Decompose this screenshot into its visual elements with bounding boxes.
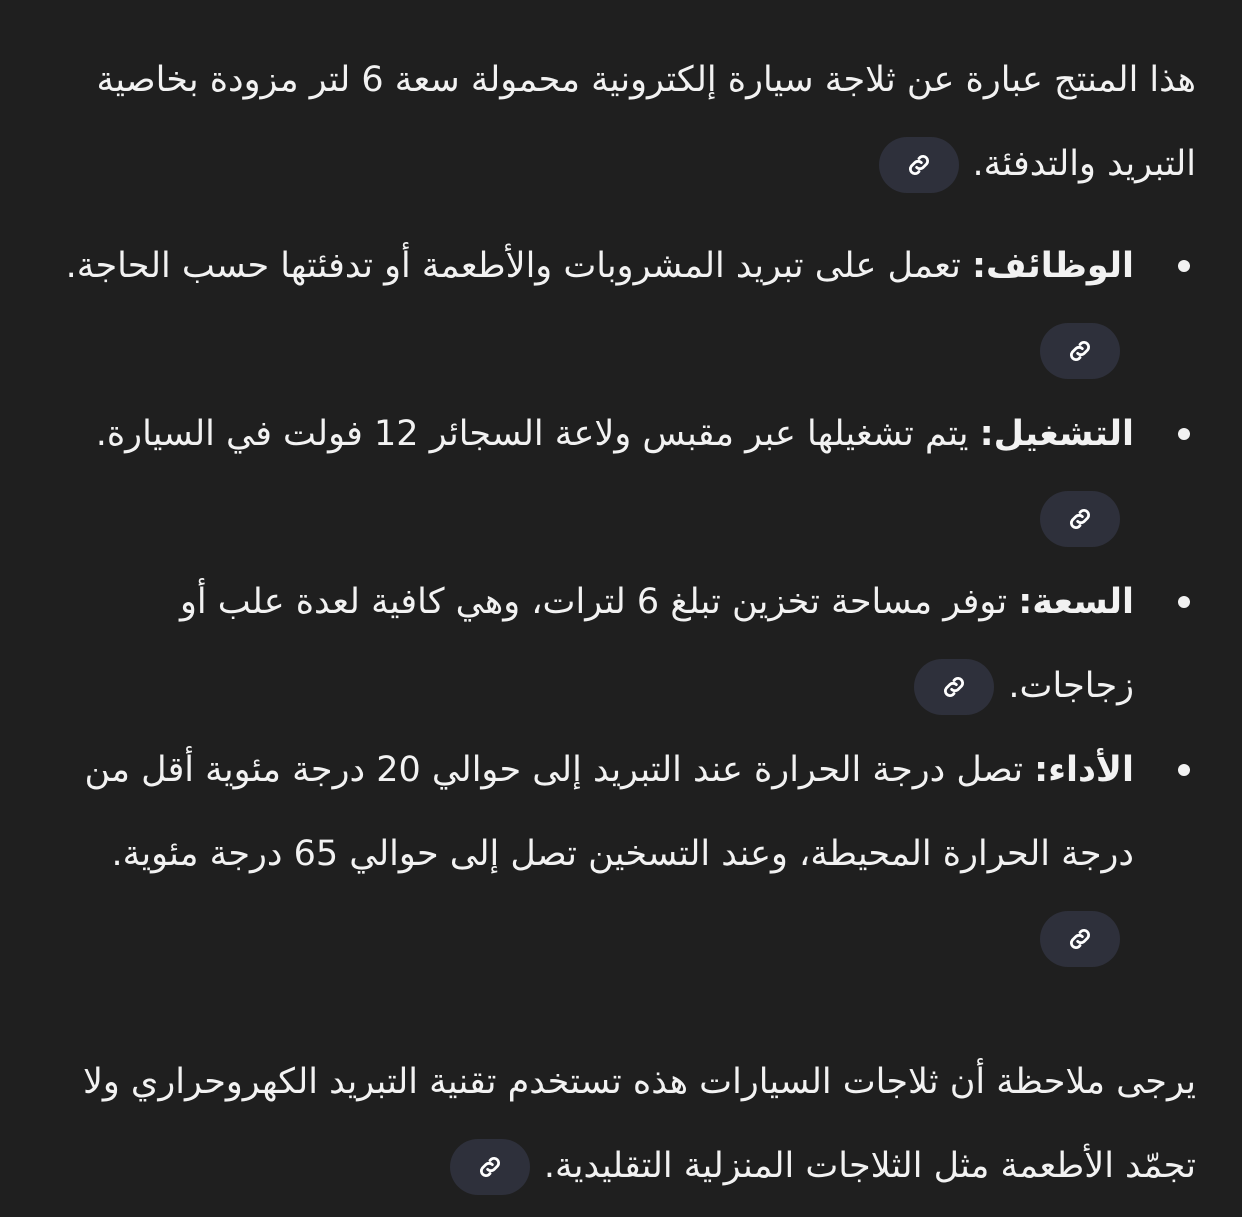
list-item: الأداء: تصل درجة الحرارة عند التبريد إلى حوالي 20 درجة مئوية أقل من درجة الحرارة المحيطة، وعند التسخين تصل إلى حوالي 65 درجة مئوية. bbox=[50, 728, 1134, 980]
intro-paragraph: هذا المنتج عبارة عن ثلاجة سيارة إلكترونية محمولة سعة 6 لتر مزودة بخاصية التبريد والتدفئة. bbox=[50, 38, 1196, 206]
source-link-button[interactable] bbox=[879, 137, 959, 193]
source-link-button[interactable] bbox=[914, 659, 994, 715]
link-icon bbox=[905, 151, 933, 179]
feature-list bbox=[50, 224, 1196, 980]
note-paragraph: يرجى ملاحظة أن ثلاجات السيارات هذه تستخدم تقنية التبريد الكهروحراري ولا تجمّد الأطعمة مثل الثلاجات المنزلية التقليدية. bbox=[50, 1040, 1196, 1208]
list-item: السعة: توفر مساحة تخزين تبلغ 6 لترات، وهي كافية لعدة علب أو زجاجات. bbox=[50, 560, 1134, 728]
source-link-button[interactable] bbox=[1040, 491, 1120, 547]
link-icon bbox=[1066, 505, 1094, 533]
link-icon bbox=[1066, 337, 1094, 365]
source-link-button[interactable] bbox=[1040, 911, 1120, 967]
source-link-button[interactable] bbox=[1040, 323, 1120, 379]
link-icon bbox=[940, 673, 968, 701]
link-icon bbox=[1066, 925, 1094, 953]
list-item: التشغيل: يتم تشغيلها عبر مقبس ولاعة السجائر 12 فولت في السيارة. bbox=[50, 392, 1134, 560]
link-icon bbox=[476, 1153, 504, 1181]
source-link-button[interactable] bbox=[450, 1139, 530, 1195]
list-item: الوظائف: تعمل على تبريد المشروبات والأطعمة أو تدفئتها حسب الحاجة. bbox=[50, 224, 1134, 392]
